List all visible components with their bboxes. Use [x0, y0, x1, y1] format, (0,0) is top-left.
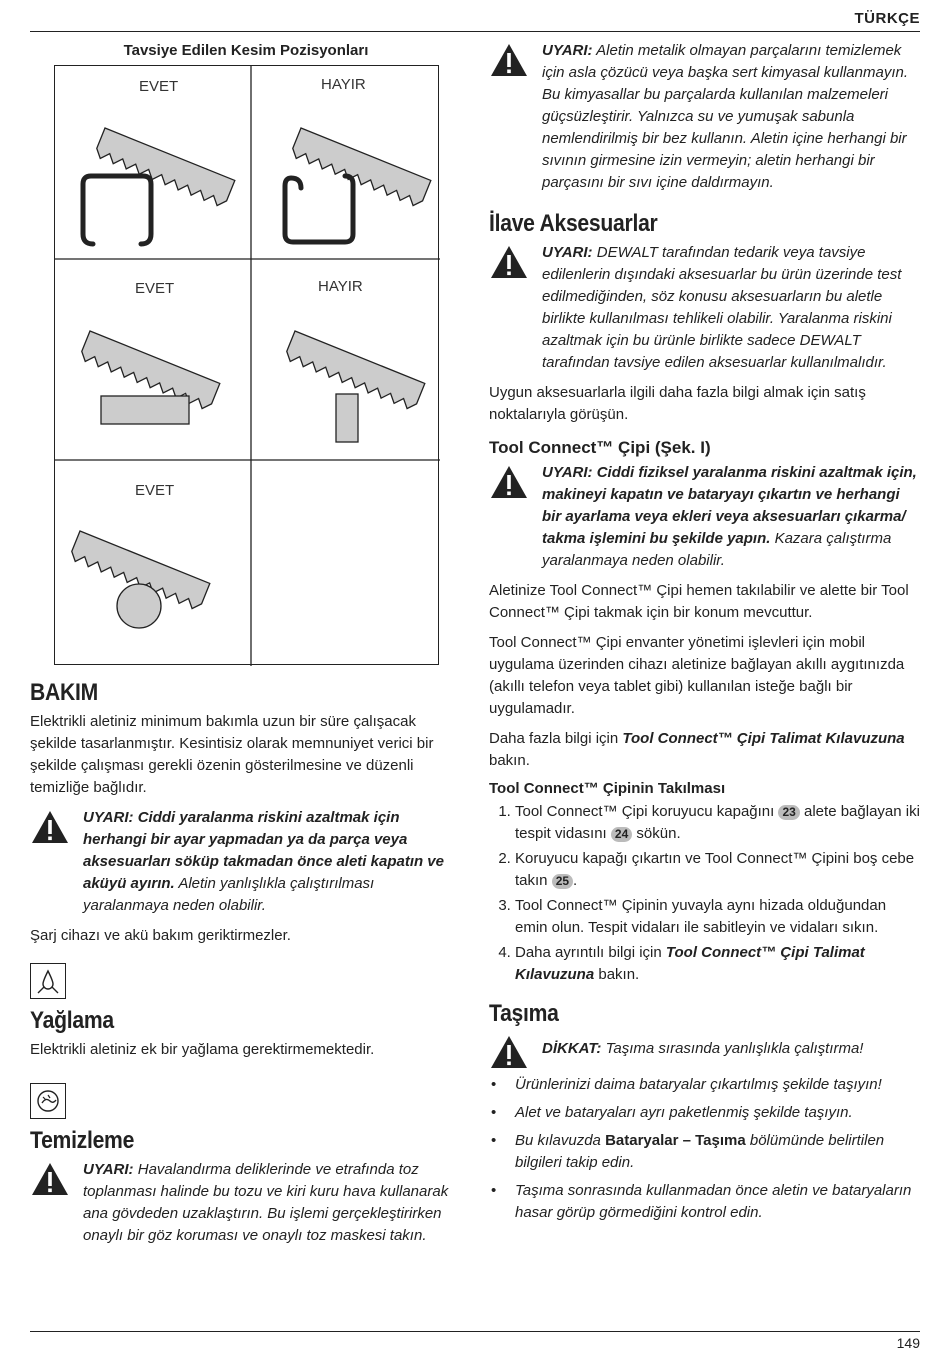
- step1-text-c: sökün.: [632, 825, 681, 842]
- yaglama-text: Elektrikli aletiniz ek bir yağlama gerektirmemektedir.: [30, 1041, 375, 1058]
- chemicals-warning: [489, 40, 921, 194]
- temizleme-warning-label: UYARI:: [83, 1161, 134, 1178]
- warning-triangle-icon: [30, 809, 70, 845]
- aksesuarlar-heading: İlave Aksesuarlar: [489, 210, 658, 237]
- upright-bar-icon: [336, 394, 358, 442]
- chemicals-warning-text: Aletin metalik olmayan parçalarını temizlemek için asla çözücü veya başka sert kimyasal kullanmayın. Bu kimyasallar bu parçalarda kullanılan malzemeleri güçsüzleştirir. Yalnızca su ve yumuşak sabunla nemlendirilmiş bir bez kullanın. Aletin içine herhangi bir sıvının girmesine izin vermeyin; aletin herhangi bir parçasını bir sıvı içine daldırmayın.: [542, 42, 908, 191]
- installation-step: [515, 942, 921, 986]
- channel-profile-icon: [285, 176, 353, 242]
- cleaning-hand-icon: [30, 1083, 66, 1119]
- step2-text-b: .: [573, 872, 578, 889]
- footer-rule: [30, 1331, 920, 1332]
- tasima-caution: [489, 1032, 921, 1060]
- figure-title: Tavsiye Edilen Kesim Pozisyonları: [123, 42, 369, 59]
- warning-triangle-icon: [489, 464, 529, 500]
- tool-connect-para1: Aletinize Tool Connect™ Çipi hemen takılabilir ve alette bir Tool Connect™ Çipi takmak için bir konum mevcuttur.: [489, 582, 909, 621]
- yaglama-heading: Yağlama: [30, 1007, 114, 1034]
- tasima-bullet: • Ürünlerinizi daima bataryalar çıkartılmış şekilde taşıyın!: [515, 1074, 921, 1096]
- temizleme-heading: Temizleme: [30, 1127, 135, 1154]
- tool-connect-para2: Tool Connect™ Çipi envanter yönetimi işlevleri için mobil uygulama üzerinden cihazı aletinize bağlayan akıllı aygıtınızda (akıllı telefon veya tablet gibi) kullanılan isteğe bağlı bir uygulamadır.: [489, 634, 905, 717]
- para3-manual-ref: Tool Connect™ Çipi Talimat Kılavuzuna: [622, 730, 905, 747]
- channel-profile-icon: [83, 176, 151, 244]
- saw-blade-icon: [94, 128, 235, 208]
- callout-badge: 24: [611, 827, 632, 842]
- bakim-heading: BAKIM: [30, 679, 98, 706]
- saw-blade-icon: [290, 128, 431, 208]
- round-bar-icon: [117, 584, 161, 628]
- step2-text-a: Koruyucu kapağı çıkartın ve Tool Connect™ Çipini boş cebe takın: [515, 850, 915, 889]
- tasima-caution-label: DİKKAT:: [542, 1040, 602, 1057]
- bakim-warning-rest: Aletin yanlışlıkla çalıştırılması yaralanmaya neden olabilir.: [83, 875, 375, 914]
- aksesuarlar-warning-text: DEWALT tarafından tedarik veya tavsiye edilenlerin dışındaki aksesuarlar bu ürün üzerinde test edilmediğinden, söz konusu aksesuarların bu aletle birlikte kullanılması tehlikeli olabilir. Yaralanma riskini azaltmak için bu ürünle birlikte sadece DEWALT tarafından tavsiye edilen aksesuarlar kullanılmalıdır.: [542, 244, 902, 371]
- figure-grid-lines: [55, 66, 440, 666]
- language-label: TÜRKÇE: [854, 10, 920, 27]
- step4-text-a: Daha ayrıntılı bilgi için: [515, 944, 666, 961]
- bullet3-text-b: bölümünde belirtilen bilgileri takip edin.: [515, 1132, 885, 1171]
- installation-step: 3. Tool Connect™ Çipinin yuvayla aynı hizada olduğundan emin olun. Tespit vidaları ile sabitleyin ve vidaları sıkın.: [515, 895, 921, 939]
- caution-triangle-icon: [489, 1034, 529, 1070]
- temizleme-warning-text: Havalandırma deliklerinde ve etrafında toz toplanması halinde bu tozu ve kiri kuru hava kullanarak ana gövdeden uzaklaştırın. Bu işlemi gerçekleştirirken onaylı bir göz koruması ve onaylı toz maskesi takın.: [83, 1161, 449, 1244]
- oil-drop-icon: [30, 963, 66, 999]
- cell-label-no-1: HAYIR: [321, 76, 366, 93]
- bakim-intro: Elektrikli aletiniz minimum bakımla uzun bir süre çalışacak şekilde tasarlanmıştır. Kesintisiz olarak memnuniyet verici bir şekilde çalışması gerekli özenin gösterilmesine ve düzenli temizliğe bağlıdır.: [30, 713, 434, 796]
- tool-connect-warning: [489, 462, 921, 572]
- tasima-heading: Taşıma: [489, 1000, 559, 1027]
- warning-triangle-icon: [489, 244, 529, 280]
- warning-triangle-icon: [30, 1161, 70, 1197]
- cell-label-yes-2: EVET: [135, 280, 175, 297]
- tool-connect-warning-lead: UYARI: Ciddi fiziksel yaralanma riskini azaltmak için, makineyi kapatın ve bataryayı çıkartın ve herhangi bir ayarlama veya ekleri veya aksesuarları çıkarma/ takma işlemini bu şekilde yapın.: [542, 464, 917, 547]
- step1-text-a: Tool Connect™ Çipi koruyucu kapağını: [515, 803, 779, 820]
- bakim-warning: [30, 807, 462, 917]
- bullet3-text-a: Bu kılavuzda: [515, 1132, 606, 1149]
- right-column: [489, 40, 921, 1230]
- callout-badge: 25: [552, 874, 573, 889]
- tasima-bullets: [489, 1074, 921, 1224]
- para3-post: bakın.: [489, 752, 530, 769]
- installation-heading: Tool Connect™ Çipinin Takılması: [489, 780, 726, 797]
- bullet3-section-ref: Bataryalar – Taşıma: [605, 1132, 746, 1149]
- step1-text-b: alete bağlayan iki tespit vidasını: [515, 803, 920, 842]
- tool-connect-heading: Tool Connect™ Çipi (Şek. I): [489, 438, 711, 457]
- cut-positions-figure: [54, 65, 439, 665]
- bakim-warning-lead: UYARI: Ciddi yaralanma riskini azaltmak için herhangi bir ayar yapmadan ya da parça veya aksesuarları söküp takmadan önce aleti kapatın ve aküyü ayırın.: [83, 809, 444, 892]
- installation-steps: [489, 801, 921, 986]
- warning-triangle-icon: [489, 42, 529, 78]
- cell-label-yes-1: EVET: [139, 78, 179, 95]
- cell-label-yes-3: EVET: [135, 482, 175, 499]
- tasima-bullet: [515, 1130, 921, 1174]
- aksesuarlar-warning: [489, 242, 921, 374]
- tasima-bullet: • Alet ve bataryaları ayrı paketlenmiş şekilde taşıyın.: [515, 1102, 921, 1124]
- installation-step: [515, 848, 921, 892]
- tool-connect-para3: [489, 728, 921, 772]
- tasima-caution-text: Taşıma sırasında yanlışlıkla çalıştırma!: [601, 1040, 864, 1057]
- flat-bar-icon: [101, 396, 189, 424]
- callout-badge: 23: [778, 805, 799, 820]
- cell-label-no-2: HAYIR: [318, 278, 363, 295]
- step4-manual-ref: Tool Connect™ Çipi Talimat Kılavuzuna: [515, 944, 865, 983]
- tasima-bullet: • Taşıma sonrasında kullanmadan önce aletin ve bataryaların hasar görüp görmediğini kontrol edin.: [515, 1180, 921, 1224]
- bakim-note: Şarj cihazı ve akü bakım geriktirmezler.: [30, 927, 291, 944]
- step4-text-b: bakın.: [594, 966, 640, 983]
- aksesuarlar-warning-label: UYARI:: [542, 244, 593, 261]
- left-column: [30, 40, 462, 1255]
- installation-step: [515, 801, 921, 845]
- temizleme-warning: [30, 1159, 462, 1247]
- aksesuarlar-text: Uygun aksesuarlarla ilgili daha fazla bilgi almak için satış noktalarıyla görüşün.: [489, 384, 866, 423]
- chemicals-warning-label: UYARI:: [542, 42, 593, 59]
- page-number: 149: [896, 1335, 920, 1351]
- tool-connect-warning-rest: Kazara çalıştırma yaralanmaya neden olabilir.: [542, 530, 892, 569]
- para3-pre: Daha fazla bilgi için: [489, 730, 623, 747]
- header-rule: [30, 31, 920, 32]
